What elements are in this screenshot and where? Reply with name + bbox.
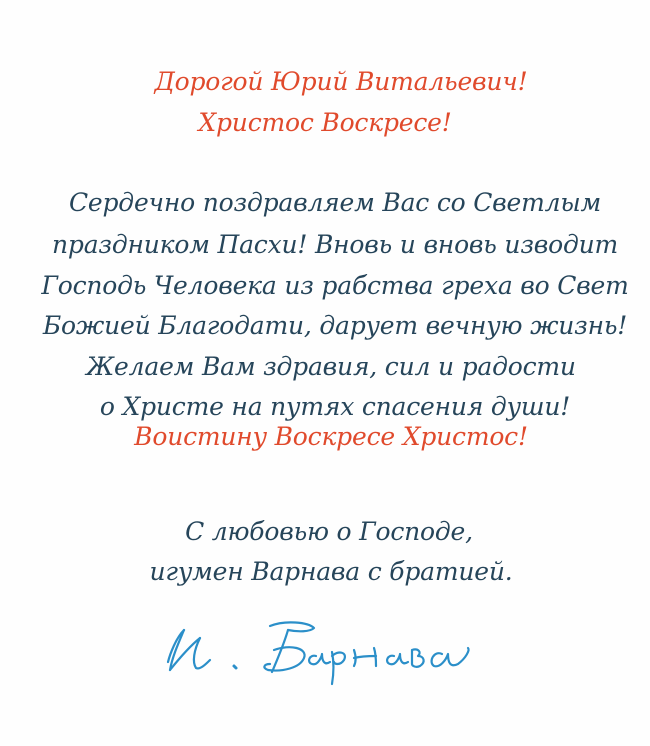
greeting-salutation: Дорогой Юрий Витальевич! bbox=[154, 67, 528, 96]
body-line: праздником Пасхи! Вновь и вновь изводит bbox=[51, 230, 619, 259]
signoff-line: игумен Варнава с братией. bbox=[149, 557, 513, 586]
body-line: Господь Человека из рабства греха во Свет bbox=[41, 271, 629, 300]
signoff-line: С любовью о Господе, bbox=[185, 517, 473, 546]
body-line: Божией Благодати, дарует вечную жизнь! bbox=[42, 311, 628, 340]
body-line: Желаем Вам здравия, сил и радости bbox=[86, 352, 576, 381]
body-line: о Христе на путях спасения души! bbox=[99, 392, 571, 421]
handwritten-signature bbox=[150, 610, 500, 690]
greeting-easter: Христос Воскресе! bbox=[198, 108, 452, 137]
body-line: Сердечно поздравляем Вас со Светлым bbox=[68, 188, 602, 217]
closing-exclamation: Воистину Воскресе Христос! bbox=[134, 422, 528, 451]
